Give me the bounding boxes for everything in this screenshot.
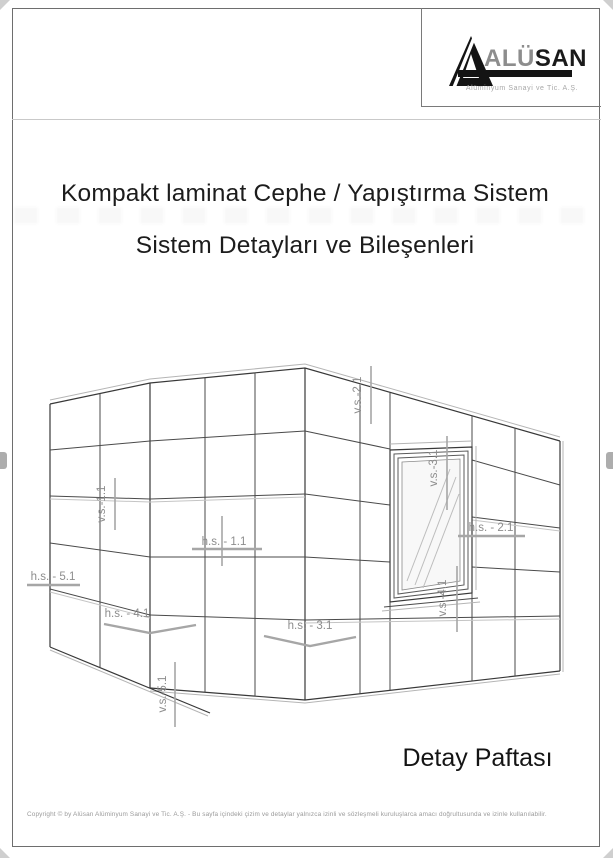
page-edge-marker-left[interactable] bbox=[0, 452, 7, 469]
label-hs-1-1: h.s. - 1.1 bbox=[201, 536, 247, 548]
label-vs-1-1: v.s.-1.1 bbox=[96, 485, 108, 523]
label-hs-4-1: h.s. - 4.1 bbox=[104, 608, 150, 620]
copyright-line: Copyright © by Alüsan Alüminyum Sanayi ve Tic. A.Ş. - Bu sayfa içindeki çizim ve detaylar yalnızca izinli ve sözleşmeli kuruluşlarca amacı doğrultusunda ve izinle kullanılabilir. bbox=[27, 811, 547, 818]
label-vs-3-1: v.s.-3.1 bbox=[428, 449, 440, 487]
window-reveal-top bbox=[390, 441, 472, 444]
logo-wordmark: ALÜSAN bbox=[484, 45, 587, 72]
facade-outline bbox=[50, 368, 560, 713]
label-hs-2-1: h.s. - 2.1 bbox=[468, 522, 514, 534]
label-vs-4-1: v.s.-4.1 bbox=[437, 579, 449, 617]
sheet-caption: Detay Paftası bbox=[402, 744, 553, 772]
logo-tagline: Alüminyum Sanayi ve Tic. A.Ş. bbox=[465, 85, 579, 92]
page-title-line-1: Kompakt laminat Cephe / Yapıştırma Sistem bbox=[61, 180, 549, 207]
label-vs-2-1: v.s.-2.1 bbox=[352, 376, 364, 414]
page-title-line-2: Sistem Detayları ve Bileşenleri bbox=[135, 232, 475, 259]
label-hs-3-1: h.s. - 3.1 bbox=[287, 620, 333, 632]
label-vs-5-1: v.s.-5.1 bbox=[157, 675, 169, 713]
page-edge-marker-right[interactable] bbox=[606, 452, 613, 469]
label-hs-5-1: h.s. - 5.1 bbox=[30, 571, 76, 583]
facade-outline-light bbox=[50, 364, 563, 716]
window-sill-light bbox=[382, 602, 480, 611]
